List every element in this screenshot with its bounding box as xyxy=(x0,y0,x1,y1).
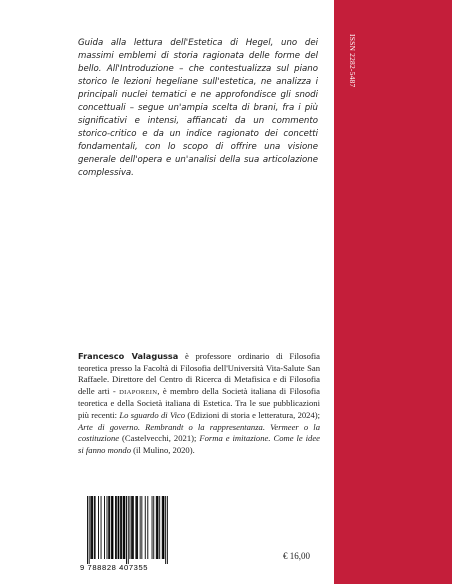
barcode-bar xyxy=(94,496,95,559)
barcode-bar xyxy=(162,496,163,559)
barcode-bar xyxy=(135,496,136,559)
author-name: Francesco Valagussa xyxy=(78,351,179,361)
barcode-bar xyxy=(90,496,91,559)
publication-info-1: (Edizioni di storia e letteratura, 2024); xyxy=(185,409,321,420)
barcode-bar xyxy=(123,496,124,559)
bio-text-part2: , è membro della Società italiana di Filosofia teoretica e della Società italiana di Estetica. Tra le sue pubblicazioni più recenti: xyxy=(78,385,320,420)
barcode-bar xyxy=(120,496,121,559)
barcode-bar xyxy=(89,496,90,564)
barcode-bar xyxy=(130,496,131,559)
barcode-bar xyxy=(140,496,141,559)
barcode-bar xyxy=(157,496,158,559)
barcode-bar xyxy=(118,496,119,559)
barcode-bar xyxy=(115,496,116,559)
barcode-bar xyxy=(87,496,88,564)
barcode-bar xyxy=(132,496,133,559)
barcode-bar xyxy=(141,496,142,559)
barcode-bar xyxy=(108,496,109,559)
center-name: DIAPOREIN xyxy=(119,388,158,396)
barcode-bar xyxy=(107,496,108,559)
barcode-bar xyxy=(109,496,110,559)
barcode-bar xyxy=(159,496,160,559)
price-label: € 16,00 xyxy=(283,551,310,561)
intro-blurb: Guida alla lettura dell'Estetica di Hegel, uno dei massimi emblemi di storia ragionata delle forme del bello. All'Introduzione – che contestualizza sul piano storico le lezioni hegeliane sull'estetica, ne analizza i principali nuclei tematici e ne approfondisce gli snodi concettuali – segue un'ampia scelta di brani, fra i più significativi e intensi, affiancati da un commento storico-critico e da un indice ragionato dei concetti fondamentali, con lo scopo di offrire una visione generale dell'opera e un'analisi della sua articolazione complessiva. xyxy=(78,38,318,178)
author-bio xyxy=(78,351,320,456)
barcode-bar xyxy=(112,496,113,559)
barcode-bar xyxy=(128,496,129,564)
publication-info-2: (Castelvecchi, 2021); xyxy=(119,433,200,444)
publication-title-1: Lo sguardo di Vico xyxy=(119,409,186,420)
barcode-bar xyxy=(95,496,96,559)
barcode-bar xyxy=(92,496,93,559)
barcode-bar xyxy=(152,496,153,559)
barcode-bar xyxy=(126,496,127,564)
barcode-bar xyxy=(147,496,148,559)
barcode-bar xyxy=(153,496,154,559)
barcode-bar xyxy=(101,496,102,559)
barcode-bar xyxy=(124,496,125,559)
barcode-bar xyxy=(91,496,92,559)
barcode-bar xyxy=(98,496,99,559)
barcode-bar xyxy=(104,496,105,559)
barcode-bar xyxy=(165,496,166,564)
barcode-bar xyxy=(118,496,119,559)
barcode-bar xyxy=(111,496,112,559)
barcode-bar xyxy=(145,496,146,559)
barcode-bar xyxy=(137,496,138,559)
barcode-bar xyxy=(124,496,125,559)
barcode-bar xyxy=(156,496,157,559)
barcode-bar xyxy=(113,496,114,559)
barcode xyxy=(80,494,175,564)
barcode-bar xyxy=(167,496,168,564)
issn-label: ISSN 2282-5487 xyxy=(348,34,357,88)
publication-info-3: (il Mulino, 2020). xyxy=(131,444,195,455)
barcode-bar xyxy=(136,496,137,559)
bio-text-part1: è professore ordinario di Filosofia teoretica presso la Facoltà di Filosofia dell'Università Vita-Salute San Raffaele. Direttore del Centro di Ricerca di Metafisica e di Filosofia delle arti - xyxy=(78,351,320,396)
barcode-bar xyxy=(163,496,164,559)
barcode-bars xyxy=(80,494,175,564)
barcode-bar xyxy=(164,496,165,559)
barcode-bar xyxy=(158,496,159,559)
barcode-bar xyxy=(131,496,132,559)
barcode-bar xyxy=(116,496,117,559)
barcode-bar xyxy=(121,496,122,559)
barcode-bar xyxy=(133,496,134,559)
barcode-digits: 9 788828 407355 xyxy=(80,563,149,572)
publication-title-3: Forma e imitazione. Come le idee si fanno mondo xyxy=(78,433,320,455)
publication-title-2: Arte di governo. Rembrandt o la rappresentanza. Vermeer o la costituzione xyxy=(78,421,320,444)
